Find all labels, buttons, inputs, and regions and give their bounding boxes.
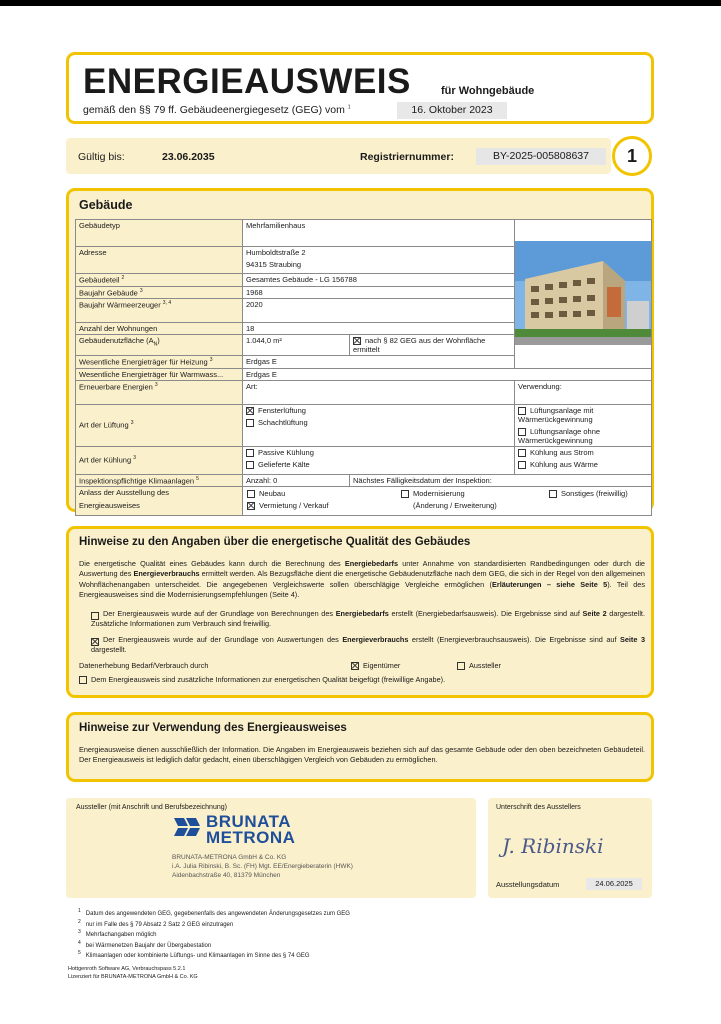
checkbox-nutzflaeche[interactable] <box>353 337 361 345</box>
issuer-company: BRUNATA-METRONA GmbH & Co. KG <box>172 854 287 861</box>
kuehlung-text: Art der Kühlung <box>79 455 132 465</box>
footnote <box>78 940 350 951</box>
nutzflaeche-label: Gebäudenutzfläche $(A_N)$ <box>76 335 243 356</box>
footnote-ref: 3 <box>154 381 158 388</box>
vermietung-label: Vermietung / Verkauf <box>259 501 329 511</box>
issuer-address: Aidenbachstraße 40, 81379 München <box>172 872 281 879</box>
warmwasser-value: Erdgas E <box>243 368 652 380</box>
logo-line2: METRONA <box>206 828 296 847</box>
anlass-options <box>243 487 652 516</box>
signature: J. Ribinski <box>502 834 604 858</box>
footnote <box>78 919 350 930</box>
checkbox-lueftung-mit-wrg[interactable] <box>518 407 526 415</box>
inspektion-anzahl: Anzahl: 0 <box>243 474 350 487</box>
valid-until-value: 23.06.2035 <box>162 151 215 163</box>
passive-kuehlung-label: Passive Kühlung <box>258 447 314 457</box>
waermeerzeuger-label <box>76 299 243 323</box>
brunata-logo-icon <box>172 814 202 840</box>
building-photo <box>515 241 651 345</box>
lueftung-mit-wrg-label: Lüftungsanlage mit Wärmerückgewinnung <box>518 405 594 424</box>
footnote-ref: 1 <box>347 104 351 111</box>
issuer-box <box>66 798 476 898</box>
valid-until-label: Gültig bis: <box>78 151 125 163</box>
issuer-label: Aussteller (mit Anschrift und Berufsbezeichnung) <box>76 804 227 811</box>
zusatz-label: Dem Energieausweis sind zusätzliche Informationen zur energetischen Qualität beigefügt (freiwillige Angabe). <box>91 675 446 684</box>
signature-label: Unterschrift des Ausstellers <box>496 804 581 811</box>
kuehlung-waerme-label: Kühlung aus Wärme <box>530 459 598 469</box>
checkbox-aussteller[interactable] <box>457 662 465 670</box>
legal-basis <box>83 104 351 116</box>
legal-basis-text: gemäß den §§ 79 ff. Gebäudeenergiegesetz (GEG) vom <box>83 104 345 116</box>
inspektion-text: Inspektionspflichtige Klimaanlagen <box>79 476 195 486</box>
neubau-label: Neubau <box>259 489 286 499</box>
checkbox-lueftung-ohne-wrg[interactable] <box>518 428 526 436</box>
gelieferte-kaelte-label: Gelieferte Kälte <box>258 459 310 469</box>
heizung-text: Wesentliche Energieträger für Heizung <box>79 357 208 367</box>
checkbox-zusatz[interactable] <box>79 676 87 684</box>
kuehlung-label <box>76 446 243 474</box>
hints-text: unter Annahme von standardisierten Randbedingungen oder durch die Auswertung des <box>79 559 645 579</box>
modernisierung-sub: (Änderung / Erweiterung) <box>413 501 497 511</box>
building-section <box>66 188 654 512</box>
hints-title: Hinweise zu den Angaben über die energetische Qualität des Gebäudes <box>79 536 471 548</box>
footnote <box>78 929 350 940</box>
eigentuemer-label: Eigentümer <box>363 661 401 670</box>
registration-value: BY-2025-005808637 <box>476 148 606 165</box>
checkbox-kuehlung-waerme[interactable] <box>518 461 526 469</box>
signature-box <box>488 798 652 898</box>
footnote-number: 2 <box>78 918 81 925</box>
checkbox-fensterlueftung[interactable] <box>246 407 254 415</box>
erneuerbar-label <box>76 380 243 404</box>
geg-date: 16. Oktober 2023 <box>397 102 507 119</box>
lueftung-text: Art der Lüftung <box>79 420 129 430</box>
verbrauch-bold: Seite 3 <box>619 635 645 644</box>
checkbox-neubau[interactable] <box>247 490 255 498</box>
waermeerzeuger-value: 2020 <box>243 299 515 323</box>
checkbox-sonstiges[interactable] <box>549 490 557 498</box>
gebaeudeteil-value: Gesamtes Gebäude - LG 156788 <box>243 274 515 287</box>
top-black-bar <box>0 0 721 6</box>
erneuerbar-verwendung: Verwendung: <box>515 380 652 404</box>
wohnungen-label: Anzahl der Wohnungen <box>76 323 243 335</box>
gebaeudeteil-label <box>76 274 243 287</box>
footnote-number: 4 <box>78 939 81 946</box>
wohnungen-value: 18 <box>243 323 515 335</box>
hints-bold: Erläuterungen – siehe Seite 5 <box>491 579 608 589</box>
baujahr-text: Baujahr Gebäude <box>79 288 138 297</box>
anlass-label-line1: Anlass der Ausstellung des <box>79 488 170 498</box>
gebaeudetyp-label: Gebäudetyp <box>76 220 243 247</box>
lueftung-left <box>243 404 515 446</box>
footnote-text: Klimaanlagen oder kombinierte Lüftungs- und Klimaanlagen im Sinne des § 74 GEG <box>85 953 310 959</box>
issue-date-value: 24.06.2025 <box>586 878 642 890</box>
lueftung-right <box>515 404 652 446</box>
footnote-ref: 5 <box>196 475 199 482</box>
validity-row <box>66 138 611 174</box>
waermeerzeuger-text: Baujahr Wärmeerzeuger <box>79 300 161 310</box>
hints-bold: Energiebedarfs <box>344 559 399 568</box>
checkbox-schachtlueftung[interactable] <box>246 419 254 427</box>
kuehlung-right <box>515 446 652 474</box>
checkbox-bedarfsausweis[interactable] <box>91 612 99 620</box>
footnote-ref: 3 <box>209 357 213 364</box>
verbrauch-option <box>79 635 645 656</box>
adresse-value <box>243 247 515 274</box>
issuer-person: i.A. Julia Ribinski, B. Sc. (FH) Mgt. EE/Energieberaterin (HWK) <box>172 863 353 870</box>
modernisierung-label: Modernisierung <box>413 489 465 499</box>
footnote-ref: 3 <box>133 455 136 462</box>
footnote-number: 1 <box>78 908 81 914</box>
software-note <box>68 966 198 981</box>
footnote-number: 5 <box>78 950 81 956</box>
footnote-ref: 3 <box>139 287 143 294</box>
bedarf-bold: Energiebedarfs <box>335 609 389 618</box>
baujahr-label <box>76 286 243 299</box>
hints-bold: Energieverbrauchs <box>133 569 200 579</box>
checkbox-eigentuemer[interactable] <box>351 662 359 670</box>
verbrauch-text: erstellt (Energieverbrauchsausweis). Die Ergebnisse sind auf <box>408 635 620 644</box>
erneuerbar-text: Erneuerbare Energien <box>79 382 153 392</box>
bedarf-option <box>79 609 645 630</box>
usage-section <box>66 712 654 782</box>
adresse-line2: 94315 Straubing <box>246 260 302 269</box>
footnote-text: nur im Falle des § 79 Absatz 2 Satz 2 GEG einzutragen <box>85 921 234 928</box>
checkbox-kuehlung-strom[interactable] <box>518 449 526 457</box>
verbrauch-text: dargestellt. <box>91 645 127 655</box>
footnote-ref: 2 <box>121 275 125 281</box>
document-title: ENERGIEAUSWEIS <box>83 62 411 101</box>
footnote-number: 3 <box>78 929 81 935</box>
checkbox-verbrauchsausweis[interactable] <box>91 638 99 646</box>
gebaeudetyp-value: Mehrfamilienhaus <box>243 220 515 247</box>
anlass-label-line2: Energieausweises <box>79 501 140 511</box>
bedarf-text: dargestellt. Zusätzliche Informationen zum Verbrauch sind freiwillig. <box>91 609 645 629</box>
checkbox-modernisierung[interactable] <box>401 490 409 498</box>
nutzflaeche-sub: N <box>153 341 158 348</box>
registration-label: Registriernummer: <box>360 151 454 163</box>
inspektion-label <box>76 474 243 487</box>
footnote-ref: 3, 4 <box>162 300 172 306</box>
nutzflaeche-note: nach § 82 GEG aus der Wohnfläche ermittelt <box>353 336 486 355</box>
lueftung-ohne-wrg-label: Lüftungsanlage ohne Wärmerückgewinnung <box>518 426 601 445</box>
building-photo-cell <box>515 220 652 369</box>
building-section-title: Gebäude <box>79 198 133 212</box>
aussteller-option-label: Aussteller <box>469 661 502 670</box>
checkbox-gelieferte-kaelte[interactable] <box>246 461 254 469</box>
gebaeudeteil-text: Gebäudeteil <box>79 275 120 285</box>
heizung-value: Erdgas E <box>243 356 515 369</box>
hints-paragraph <box>79 559 645 600</box>
lueftung-label <box>76 404 243 446</box>
datenerhebung-label: Datenerhebung Bedarf/Verbrauch durch <box>79 661 209 670</box>
bedarf-bold: Seite 2 <box>582 609 607 618</box>
nutzflaeche-value: 1.044,0 m² <box>243 335 350 356</box>
kuehlung-left <box>243 446 515 474</box>
hints-text: ermittelt werden. Als Bezugsfläche dient die energetische Gebäudenutzfläche nach dem GEG, die sich in der Regel von den allgemeinen Wohnflächenangaben unterscheidet. Die angegebenen Vergleichswerte sollen überschlägige Vergleiche ermöglichen ( <box>79 569 645 589</box>
usage-title: Hinweise zur Verwendung des Energieausweises <box>79 722 347 734</box>
logo-line1: BRUNATA <box>206 812 292 831</box>
nutzflaeche-note-cell <box>350 335 515 356</box>
footnote-ref: 3 <box>130 420 134 427</box>
fensterlueftung-label: Fensterlüftung <box>258 405 306 415</box>
adresse-line1: Humboldtstraße 2 <box>246 248 306 257</box>
footnote-text: Datum des angewendeten GEG, gegebenenfalls des angewendeten Änderungsgesetzes zum GEG <box>85 911 350 917</box>
heizung-label <box>76 356 243 369</box>
warmwasser-label: Wesentliche Energieträger für Warmwass... <box>76 368 243 380</box>
kuehlung-strom-label: Kühlung aus Strom <box>530 447 594 457</box>
software-line2: Lizenziert für BRUNATA-METRONA GmbH & Co. KG <box>68 973 198 980</box>
adresse-label: Adresse <box>76 247 243 274</box>
baujahr-value: 1968 <box>243 286 515 299</box>
document-subtitle: für Wohngebäude <box>441 85 535 97</box>
bedarf-text: Der Energieausweis wurde auf der Grundlage von Berechnungen des <box>103 609 336 618</box>
verbrauch-bold: Energieverbrauchs <box>342 635 409 644</box>
page-number-circle: 1 <box>612 136 652 176</box>
footnote-text: Mehrfachangaben möglich <box>85 932 157 938</box>
nutzflaeche-text: Gebäudenutzfläche (A <box>79 336 154 345</box>
bedarf-text: erstellt (Energiebedarfsausweis). Die Ergebnisse sind auf <box>388 609 583 618</box>
sonstiges-label: Sonstiges (freiwillig) <box>561 489 628 499</box>
inspektion-next: Nächstes Fälligkeitsdatum der Inspektion: <box>350 474 652 487</box>
footnote-text: bei Wärmenetzen Baujahr der Übergabestation <box>85 942 212 949</box>
footnote <box>78 950 350 961</box>
footnotes <box>78 908 350 961</box>
usage-text: Energieausweise dienen ausschließlich der Information. Die Angaben im Energieausweis beziehen sich auf das gesamte Gebäude oder den oben bezeichneten Gebäudeteil. Der Energieausweis ist lediglich dafür gedacht, einen überschlägigen Vergleich von Gebäuden zu ermöglichen. <box>79 745 645 765</box>
software-line1: Hottgenroth Software AG, Verbrauchspass 5.2.1 <box>68 966 186 972</box>
verbrauch-text: Der Energieausweis wurde auf der Grundlage von Auswertungen des <box>103 635 343 644</box>
anlass-label <box>76 487 243 516</box>
schachtlueftung-label: Schachtlüftung <box>258 417 308 427</box>
issue-date-label: Ausstellungsdatum <box>496 880 560 889</box>
building-table <box>75 219 652 516</box>
checkbox-passive-kuehlung[interactable] <box>246 449 254 457</box>
erneuerbar-art: Art: <box>243 380 515 404</box>
hints-text: ). Teil des Energieausweises sind die Modernisierungsempfehlungen (Seite 4). <box>79 579 645 599</box>
footnote <box>78 908 350 919</box>
checkbox-vermietung[interactable] <box>247 502 255 510</box>
hints-text: Die energetische Qualität eines Gebäudes kann durch die Berechnung des <box>79 559 345 568</box>
hints-section <box>66 526 654 698</box>
header-box <box>66 52 654 124</box>
